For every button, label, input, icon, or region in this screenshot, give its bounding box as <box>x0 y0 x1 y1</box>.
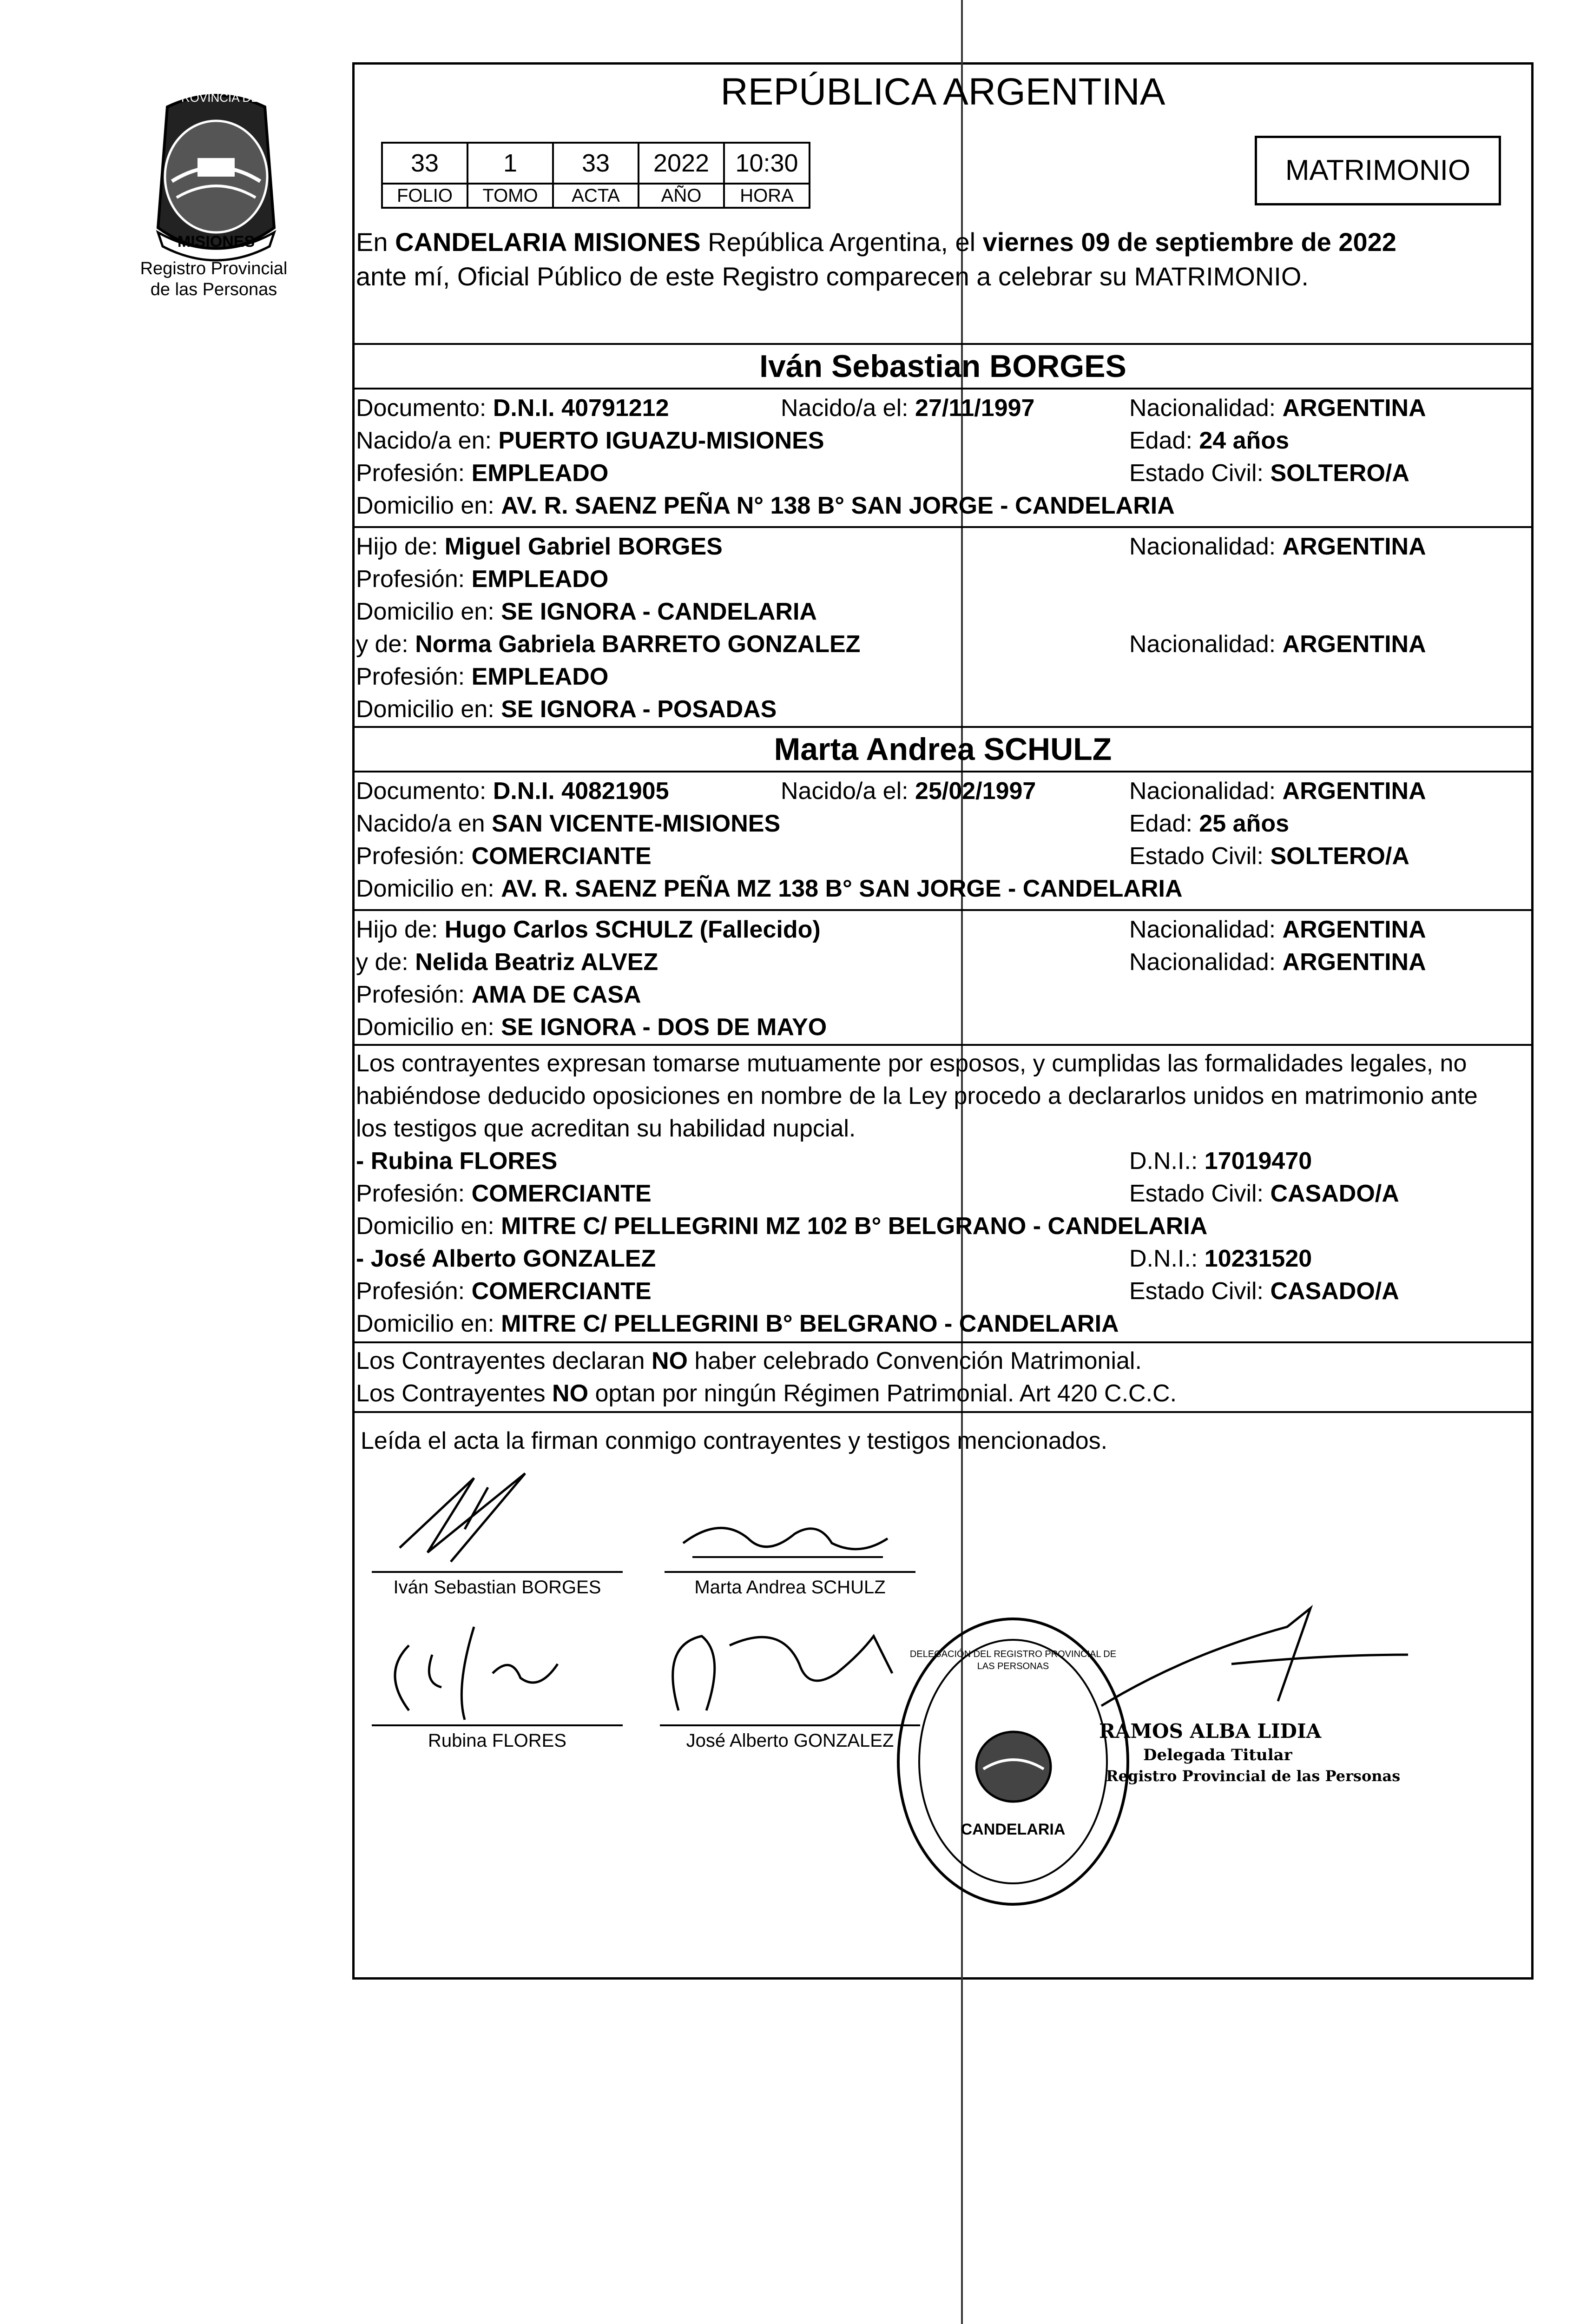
witnesses-w1-prof: COMERCIANTE <box>471 1180 652 1207</box>
intro-line1 <box>356 227 1396 257</box>
witnesses-w1-prof-label: Profesión: <box>356 1180 472 1207</box>
intro-mid: República Argentina, el <box>700 227 983 257</box>
groom-name: Iván Sebastian BORGES <box>759 349 1126 384</box>
groom-birthplace <box>356 427 824 455</box>
groom-nat-label: Nacionalidad: <box>1129 395 1283 422</box>
groom-mother-prof: EMPLEADO <box>471 663 609 690</box>
groom-father: Miguel Gabriel BORGES <box>444 533 723 560</box>
official-signature <box>1092 1599 1417 1720</box>
convention-line2-prefix: Los Contrayentes <box>356 1380 553 1407</box>
bride-civil: SOLTERO/A <box>1270 843 1409 870</box>
bride-mother <box>356 948 658 976</box>
witness1-profession <box>356 1180 652 1208</box>
witness2-address <box>356 1310 1119 1338</box>
groom-addr-label: Domicilio en: <box>356 492 501 519</box>
acta-value: 33 <box>553 143 639 184</box>
witness2-caption: José Alberto GONZALEZ <box>686 1730 894 1751</box>
bride-mother-nationality <box>1129 948 1426 976</box>
bride-doc: D.N.I. 40821905 <box>493 778 669 805</box>
groom-father-prof: EMPLEADO <box>471 566 609 593</box>
groom-signature-icon <box>372 1459 623 1571</box>
logo-caption-line1: Registro Provincial <box>140 259 288 278</box>
groom-age-label: Edad: <box>1129 427 1199 454</box>
witnesses-w1-civil: CASADO/A <box>1270 1180 1399 1207</box>
witnesses-w1-addr: MITRE C/ PELLEGRINI MZ 102 B° BELGRANO - CANDELARIA <box>501 1213 1208 1240</box>
witness2-profession <box>356 1277 652 1305</box>
witnesses-w1-dni-label: D.N.I.: <box>1129 1148 1205 1175</box>
bride-age: 25 años <box>1199 810 1289 837</box>
official-role: Delegada Titular <box>1143 1746 1292 1764</box>
groom-address <box>356 492 1175 520</box>
folio-label: FOLIO <box>382 184 467 208</box>
groom-prof-label: Profesión: <box>356 460 472 487</box>
bride-caption: Marta Andrea SCHULZ <box>694 1577 886 1598</box>
bride-born-label: Nacido/a el: <box>781 778 915 805</box>
groom-father-nat-label: Nacionalidad: <box>1129 533 1283 560</box>
divider <box>352 726 1534 728</box>
groom-father-nationality <box>1129 533 1426 561</box>
groom-father-label: Hijo de: <box>356 533 445 560</box>
bride-father-label: Hijo de: <box>356 916 445 943</box>
groom-father-profession <box>356 565 608 593</box>
groom-mother-addr-label: Domicilio en: <box>356 696 501 723</box>
bride-place-label: Nacido/a en <box>356 810 492 837</box>
groom-born-label: Nacido/a el: <box>781 395 915 422</box>
groom-father <box>356 533 723 561</box>
groom-mother-nat-label: Nacionalidad: <box>1129 631 1283 658</box>
witnesses-w2-dni-label: D.N.I.: <box>1129 1245 1205 1272</box>
hora-label: HORA <box>724 184 810 208</box>
intro-prefix: En <box>356 227 395 257</box>
bride-mother-address <box>356 1013 827 1041</box>
witness1-address <box>356 1212 1207 1240</box>
bride-signature <box>665 1506 915 1571</box>
groom-nat: ARGENTINA <box>1282 395 1426 422</box>
hora-value: 10:30 <box>724 143 810 184</box>
bride-mother-nat: ARGENTINA <box>1282 949 1426 976</box>
witnesses-w2-civil-label: Estado Civil: <box>1129 1278 1271 1305</box>
groom-father-addr-label: Domicilio en: <box>356 598 501 625</box>
convention-line2-bold: NO <box>552 1380 589 1407</box>
seal-text-bottom: MISIONES <box>177 233 255 251</box>
witness2-signature <box>660 1618 920 1724</box>
bride-place: SAN VICENTE-MISIONES <box>491 810 781 837</box>
bride-mother-addr-label: Domicilio en: <box>356 1014 501 1041</box>
groom-mother-nat: ARGENTINA <box>1282 631 1426 658</box>
bride-age-label: Edad: <box>1129 810 1199 837</box>
convention-line1-bold: NO <box>651 1347 688 1374</box>
groom-mother-addr: SE IGNORA - POSADAS <box>501 696 777 723</box>
anio-value: 2022 <box>639 143 724 184</box>
bride-birthplace <box>356 810 780 838</box>
witnesses-w2-addr-label: Domicilio en: <box>356 1310 501 1337</box>
signature-line <box>372 1724 623 1726</box>
groom-age <box>1129 427 1289 455</box>
bride-nationality <box>1129 777 1426 805</box>
groom-nationality <box>1129 394 1426 422</box>
official-signature-icon <box>1092 1599 1417 1720</box>
anio-label: AÑO <box>639 184 724 208</box>
witness2-name: - José Alberto GONZALEZ <box>356 1245 656 1272</box>
bride-doc-label: Documento: <box>356 778 493 805</box>
statement-line3: los testigos que acreditan su habilidad nupcial. <box>356 1115 856 1142</box>
convention-line1 <box>356 1347 1142 1375</box>
tomo-label: TOMO <box>467 184 553 208</box>
witness2-dni <box>1129 1245 1312 1273</box>
groom-age: 24 años <box>1199 427 1289 454</box>
intro-date: viernes 09 de septiembre de 2022 <box>982 227 1396 257</box>
groom-civil: SOLTERO/A <box>1270 460 1409 487</box>
bride-mother-profession <box>356 981 641 1009</box>
stamp-emblem-icon <box>969 1727 1058 1806</box>
official-office: Registro Provincial de las Personas <box>1106 1767 1401 1785</box>
groom-signature <box>372 1459 623 1571</box>
witnesses-w2-addr: MITRE C/ PELLEGRINI B° BELGRANO - CANDELARIA <box>501 1310 1119 1337</box>
groom-born: 27/11/1997 <box>915 395 1035 422</box>
groom-mother-profession <box>356 663 608 691</box>
intro-place: CANDELARIA MISIONES <box>395 227 701 257</box>
closing-text: Leída el acta la firman conmigo contrayentes y testigos mencionados. <box>361 1427 1108 1454</box>
groom-place-label: Nacido/a en: <box>356 427 499 454</box>
groom-mother: Norma Gabriela BARRETO GONZALEZ <box>415 631 861 658</box>
stamp-inner-text: CANDELARIA <box>961 1821 1066 1838</box>
logo-caption-line2: de las Personas <box>150 280 277 299</box>
divider <box>352 909 1534 911</box>
groom-mother-prof-label: Profesión: <box>356 663 472 690</box>
bride-mother-label: y de: <box>356 949 415 976</box>
witnesses-w2-prof: COMERCIANTE <box>471 1278 652 1305</box>
groom-father-addr: SE IGNORA - CANDELARIA <box>501 598 817 625</box>
acta-label: ACTA <box>553 184 639 208</box>
bride-mother-nat-label: Nacionalidad: <box>1129 949 1283 976</box>
convention-line2 <box>356 1380 1177 1407</box>
divider <box>352 526 1534 528</box>
bride-father: Hugo Carlos SCHULZ (Fallecido) <box>444 916 821 943</box>
groom-place: PUERTO IGUAZU-MISIONES <box>498 427 824 454</box>
witness1-caption: Rubina FLORES <box>428 1730 566 1751</box>
groom-father-prof-label: Profesión: <box>356 566 472 593</box>
bride-mother-addr: SE IGNORA - DOS DE MAYO <box>501 1014 827 1041</box>
bride-prof: COMERCIANTE <box>471 843 652 870</box>
witness2-civil-status <box>1129 1277 1399 1305</box>
divider <box>352 388 1534 390</box>
groom-doc-label: Documento: <box>356 395 493 422</box>
divider <box>352 771 1534 772</box>
groom-doc: D.N.I. 40791212 <box>493 395 669 422</box>
groom-born <box>781 394 1034 422</box>
convention-line2-suffix: optan por ningún Régimen Patrimonial. Art 420 C.C.C. <box>588 1380 1177 1407</box>
groom-doc <box>356 394 669 422</box>
bride-mother: Nelida Beatriz ALVEZ <box>415 949 658 976</box>
bride-mother-prof-label: Profesión: <box>356 981 472 1008</box>
groom-mother-label: y de: <box>356 631 415 658</box>
bride-name: Marta Andrea SCHULZ <box>774 732 1112 767</box>
stamp-outer-text: DELEGACIÓN DEL REGISTRO PROVINCIAL DE LAS PERSONAS <box>909 1649 1117 1671</box>
groom-civil-label: Estado Civil: <box>1129 460 1271 487</box>
bride-addr-label: Domicilio en: <box>356 875 501 902</box>
groom-mother <box>356 630 860 658</box>
bride-addr: AV. R. SAENZ PEÑA MZ 138 B° SAN JORGE - CANDELARIA <box>501 875 1183 902</box>
bride-profession <box>356 842 652 870</box>
registry-table <box>381 142 810 209</box>
groom-profession <box>356 459 608 487</box>
divider <box>352 1341 1534 1343</box>
bride-civil-label: Estado Civil: <box>1129 843 1271 870</box>
statement-line2: habiéndose deducido oposiciones en nombre de la Ley procedo a declararlos unidos en matrimonio ante <box>356 1083 1478 1109</box>
bride-prof-label: Profesión: <box>356 843 472 870</box>
bride-nat: ARGENTINA <box>1282 778 1426 805</box>
bride-signature-icon <box>665 1506 915 1571</box>
witnesses-w2-civil: CASADO/A <box>1270 1278 1399 1305</box>
bride-civil-status <box>1129 842 1409 870</box>
official-name: RAMOS ALBA LIDIA <box>1099 1720 1322 1743</box>
bride-address <box>356 875 1183 903</box>
groom-prof: EMPLEADO <box>471 460 609 487</box>
convention-line1-suffix: haber celebrado Convención Matrimonial. <box>687 1347 1142 1374</box>
bride-father-nationality <box>1129 916 1426 944</box>
witness1-dni <box>1129 1147 1312 1175</box>
bride-born <box>781 777 1036 805</box>
groom-civil-status <box>1129 459 1409 487</box>
groom-mother-address <box>356 695 777 723</box>
divider <box>352 1044 1534 1046</box>
bride-nat-label: Nacionalidad: <box>1129 778 1283 805</box>
intro-line2: ante mí, Oficial Público de este Registro comparecen a celebrar su MATRIMONIO. <box>356 262 1309 291</box>
bride-father <box>356 916 821 944</box>
bride-doc <box>356 777 669 805</box>
witnesses-w2-prof-label: Profesión: <box>356 1278 472 1305</box>
signature-line <box>665 1571 915 1573</box>
convention-line1-prefix: Los Contrayentes declaran <box>356 1347 652 1374</box>
signature-line <box>660 1724 920 1726</box>
bride-age <box>1129 810 1289 838</box>
groom-addr: AV. R. SAENZ PEÑA N° 138 B° SAN JORGE - CANDELARIA <box>501 492 1175 519</box>
witnesses-w2-dni: 10231520 <box>1204 1245 1312 1272</box>
witness1-signature <box>372 1618 623 1724</box>
witness1-civil-status <box>1129 1180 1399 1208</box>
tomo-value: 1 <box>467 143 553 184</box>
bride-father-nat: ARGENTINA <box>1282 916 1426 943</box>
bride-father-nat-label: Nacionalidad: <box>1129 916 1283 943</box>
divider <box>352 343 1534 345</box>
document-title: REPÚBLICA ARGENTINA <box>720 71 1165 113</box>
witnesses-w1-civil-label: Estado Civil: <box>1129 1180 1271 1207</box>
signature-line <box>372 1571 623 1573</box>
witness1-name: - Rubina FLORES <box>356 1148 558 1175</box>
divider <box>352 1411 1534 1413</box>
groom-father-address <box>356 598 817 626</box>
groom-father-nat: ARGENTINA <box>1282 533 1426 560</box>
witness2-signature-icon <box>660 1618 920 1724</box>
witnesses-w1-addr-label: Domicilio en: <box>356 1213 501 1240</box>
statement-line1: Los contrayentes expresan tomarse mutuamente por esposos, y cumplidas las formalidades legales, no <box>356 1050 1467 1077</box>
seal-text-top: PROVINCIA DE <box>173 91 259 105</box>
groom-caption: Iván Sebastian BORGES <box>393 1577 601 1598</box>
doc-type-box: MATRIMONIO <box>1255 136 1501 205</box>
groom-mother-nationality <box>1129 630 1426 658</box>
witness1-signature-icon <box>372 1618 623 1724</box>
witnesses-w1-dni: 17019470 <box>1204 1148 1312 1175</box>
bride-mother-prof: AMA DE CASA <box>471 981 641 1008</box>
bride-born: 25/02/1997 <box>915 778 1036 805</box>
folio-value: 33 <box>382 143 467 184</box>
